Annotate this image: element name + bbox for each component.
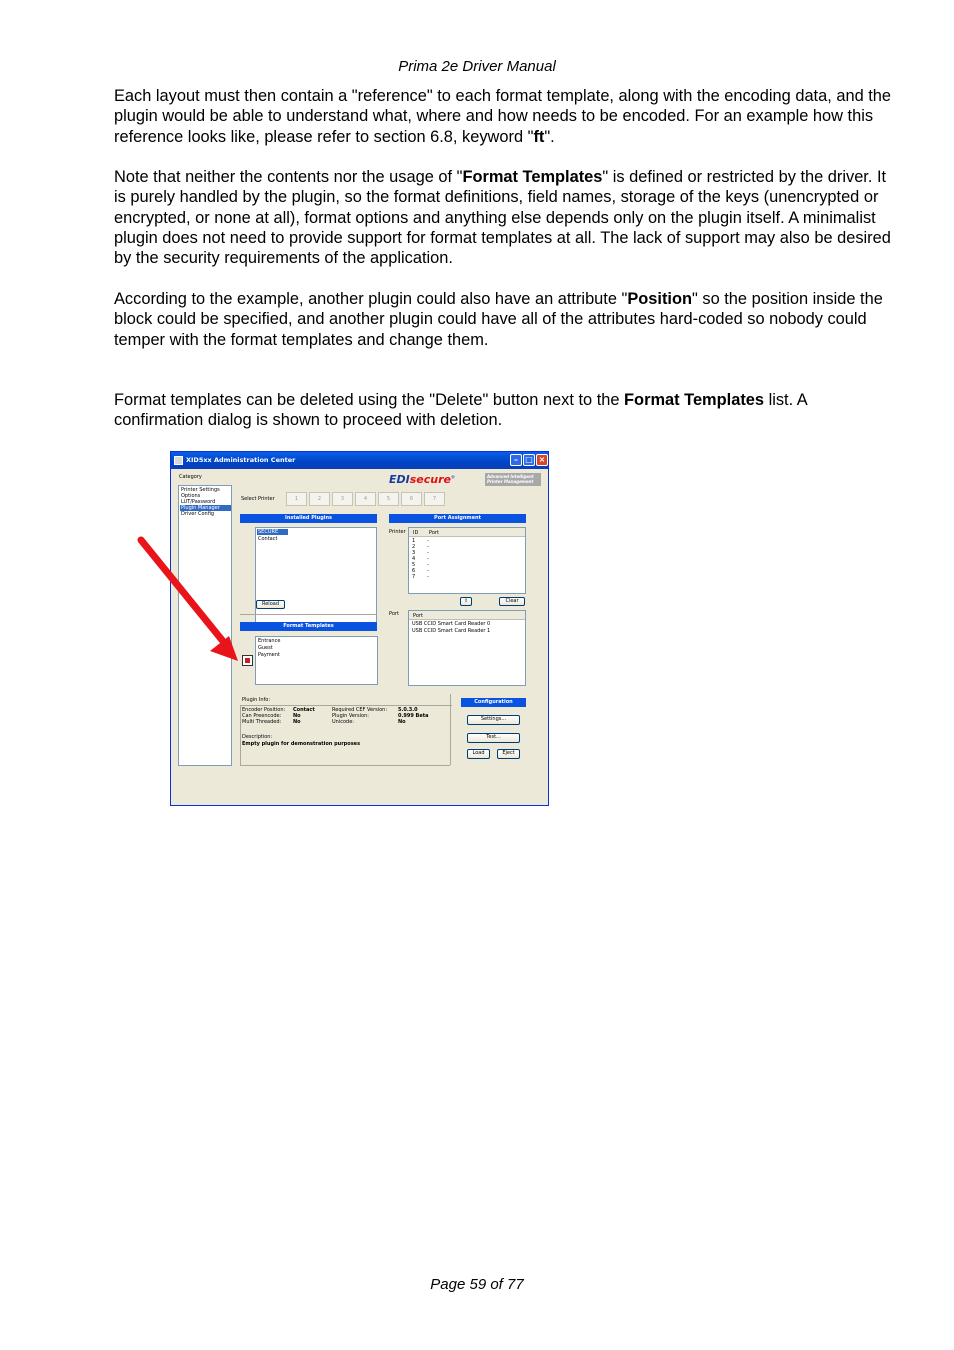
printer-button-6[interactable]: 6 xyxy=(401,492,422,506)
close-icon[interactable]: × xyxy=(536,454,548,466)
printer-row-port[interactable]: - xyxy=(427,556,429,562)
printer-row-id[interactable]: 2 xyxy=(412,544,416,550)
select-printer-label: Select Printer xyxy=(241,496,275,502)
plugin-item-selected[interactable]: SECURE xyxy=(257,529,288,535)
printer-row-port[interactable]: - xyxy=(427,550,429,556)
clear-button[interactable]: Clear xyxy=(499,597,525,606)
p2-keyword: Format Templates xyxy=(462,168,603,186)
printer-row-id[interactable]: 4 xyxy=(412,556,416,562)
installed-plugins-header: Installed Plugins xyxy=(240,514,377,523)
category-item[interactable]: Driver Config xyxy=(181,511,215,517)
description-label: Description: xyxy=(242,734,273,740)
unicode-value: No xyxy=(398,719,406,725)
page-footer: Page 59 of 77 xyxy=(430,1276,524,1293)
col-port: Port xyxy=(429,530,439,536)
logo-edi: EDI xyxy=(389,473,410,486)
page-header: Prima 2e Driver Manual xyxy=(398,58,556,75)
p1-text: Each layout must then contain a "reference" to each format template, along with the encoding data, and the plugin would be able to understand what, where and how needs to be encoded. For an example how this reference looks like, please refer to section 6.8, keyword " xyxy=(114,87,892,146)
plugin-version-value: 0.999 Beta xyxy=(398,713,429,719)
window-title: XID5xx Administration Center xyxy=(186,456,296,464)
configuration-header: Configuration xyxy=(461,698,526,707)
port-assignment-header: Port Assignment xyxy=(389,514,526,523)
printer-button-5[interactable]: 5 xyxy=(378,492,399,506)
port-label: Port xyxy=(389,611,399,617)
unicode-label: Unicode: xyxy=(332,719,354,725)
p3-keyword: Position xyxy=(627,290,693,308)
maximize-icon[interactable]: □ xyxy=(523,454,535,466)
printer-row-id[interactable]: 3 xyxy=(412,550,416,556)
p3-text: According to the example, another plugin could also have an attribute " xyxy=(114,290,628,308)
can-preencode-value: No xyxy=(293,713,301,719)
p2-text-end: " is defined or restricted by the driver. It is purely handled by the plugin, so the format definitions, field names, storage of the keys (unencrypted or encrypted, or none at all), format options and anything else depends only on the plugin itself. A minimalist plugin does not need to provide support for format templates at all. The lack of support may also be desired by the security requirements of the application. xyxy=(114,168,891,268)
arrow-shaft xyxy=(141,540,222,640)
up-arrow-button[interactable]: ⇧ xyxy=(460,597,472,606)
p1-text-end: ". xyxy=(544,127,555,146)
category-item[interactable]: Printer Settings xyxy=(181,487,220,493)
port-item[interactable]: USB CCID Smart Card Reader 1 xyxy=(412,628,491,634)
p2-text: Note that neither the contents nor the usage of " xyxy=(114,168,463,186)
tagline-line-2: Printer Management xyxy=(487,479,534,484)
plugin-item[interactable]: Contact xyxy=(258,536,278,542)
printer-row-id[interactable]: 5 xyxy=(412,562,416,568)
printer-button-7[interactable]: 7 xyxy=(424,492,445,506)
col-port: Port xyxy=(413,613,423,619)
printer-button-3[interactable]: 3 xyxy=(332,492,353,506)
p1-keyword: ft xyxy=(533,127,545,146)
printer-button-4[interactable]: 4 xyxy=(355,492,376,506)
category-item-selected[interactable]: Plugin Manager xyxy=(180,505,231,511)
printer-button-1[interactable]: 1 xyxy=(286,492,307,506)
multi-threaded-label: Multi Threaded: xyxy=(242,719,282,725)
p4-text-end: list. A confirmation dialog is shown to proceed with deletion. xyxy=(114,391,807,430)
printer-row-id[interactable]: 7 xyxy=(412,574,416,580)
printer-row-port[interactable]: - xyxy=(427,574,429,580)
required-cef-label: Required CEF Version: xyxy=(332,707,388,713)
printer-row-id[interactable]: 6 xyxy=(412,568,416,574)
template-item[interactable]: Entrance xyxy=(258,638,281,644)
tagline-line-1: Advanced Intelligent xyxy=(487,474,534,479)
p4-text: Format templates can be deleted using the "Delete" button next to the xyxy=(114,391,625,409)
minimize-icon[interactable]: – xyxy=(510,454,522,466)
category-item[interactable]: Options xyxy=(181,493,201,499)
logo-secure: secure xyxy=(409,473,451,486)
printer-row-port[interactable]: - xyxy=(427,538,429,544)
printer-row-port[interactable]: - xyxy=(427,544,429,550)
encoder-position-value: Contact xyxy=(293,707,315,713)
printer-label: Printer xyxy=(389,529,406,535)
category-item[interactable]: LUT/Password xyxy=(181,499,216,505)
format-templates-header: Format Templates xyxy=(240,622,377,631)
printer-row-port[interactable]: - xyxy=(427,562,429,568)
description-value: Empty plugin for demonstration purposes xyxy=(242,741,361,747)
col-id: ID xyxy=(413,530,419,536)
template-item[interactable]: Payment xyxy=(258,652,280,658)
test-button[interactable]: Test... xyxy=(467,733,520,743)
port-item[interactable]: USB CCID Smart Card Reader 0 xyxy=(412,621,491,627)
printer-button-2[interactable]: 2 xyxy=(309,492,330,506)
required-cef-value: 5.0.3.0 xyxy=(398,707,418,713)
template-item[interactable]: Guest xyxy=(258,645,273,651)
reload-button[interactable]: Reload xyxy=(256,600,285,609)
p4-keyword: Format Templates xyxy=(624,391,765,409)
load-button[interactable]: Load xyxy=(467,749,490,759)
printer-row-port[interactable]: - xyxy=(427,568,429,574)
multi-threaded-value: No xyxy=(293,719,301,725)
settings-button[interactable]: Settings... xyxy=(467,715,520,725)
category-label: Category xyxy=(179,474,202,480)
printer-row-id[interactable]: 1 xyxy=(412,538,416,544)
eject-button[interactable]: Eject xyxy=(497,749,520,759)
plugin-info-title: Plugin Info: xyxy=(242,697,271,703)
can-preencode-label: Can Preencode: xyxy=(242,713,282,719)
p3-text-end: " so the position inside the block could be specified, and another plugin could have all of the attributes hard-coded so nobody could temper with the format templates and change them. xyxy=(114,290,883,349)
encoder-position-label: Encoder Position: xyxy=(242,707,286,713)
plugin-version-label: Plugin Version: xyxy=(332,713,369,719)
logo-reg: ® xyxy=(451,474,455,480)
